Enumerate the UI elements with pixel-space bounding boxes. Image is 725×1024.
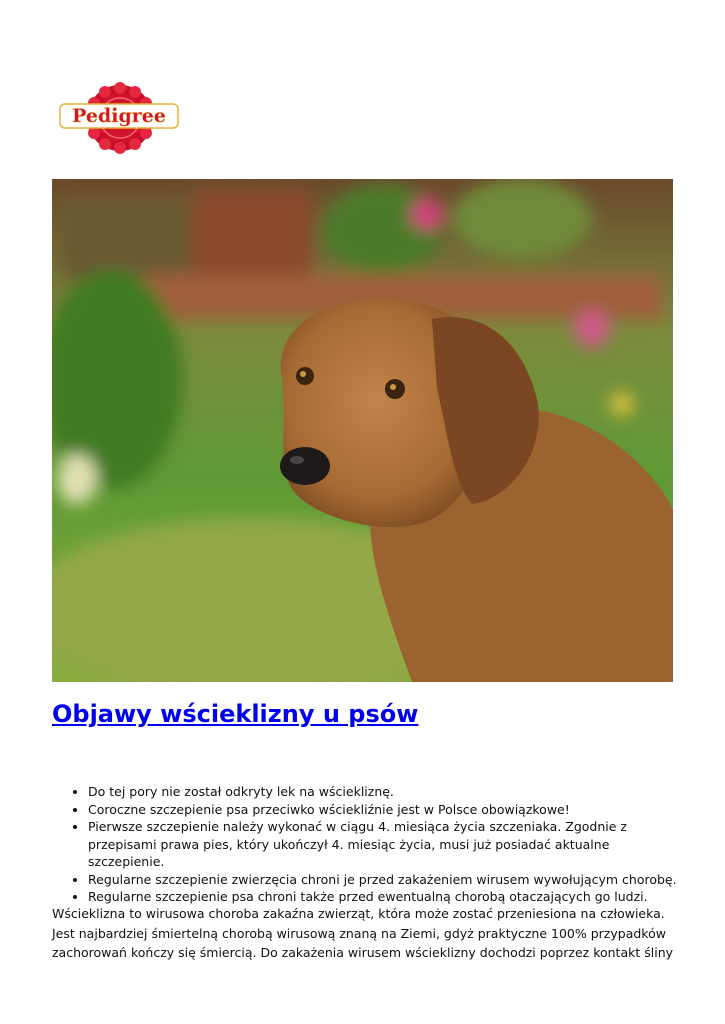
list-item: • Regularne szczepienie zwierzęcia chroni je przed zakażeniem wirusem wywołującym chorobę. — [88, 871, 682, 889]
dog-photo — [52, 179, 673, 682]
body-paragraph: Wścieklizna to wirusowa choroba zakaźna zwierząt, która może zostać przeniesiona na człowieka. Jest najbardziej śmiertelną chorobą wirusową znaną na Ziemi, gdyż praktyczne 100% przypadków zachorowań kończy się śmiercią. Do zakażenia wirusem wścieklizny dochodzi poprzez kontakt śliny — [52, 906, 674, 960]
facts-list — [52, 783, 682, 906]
list-item: • Regularne szczepienie psa chroni także przed ewentualną chorobą otaczających go ludzi. — [88, 888, 682, 906]
list-item: • Do tej pory nie został odkryty lek na wściekliznę. — [88, 783, 682, 801]
list-item: • Coroczne szczepienie psa przeciwko wściekliźnie jest w Polsce obowiązkowe! — [88, 801, 682, 819]
list-item: • Pierwsze szczepienie należy wykonać w ciągu 4. miesiąca życia szczeniaka. Zgodnie z przepisami prawa pies, który ukończył 4. miesiąc życia, musi już posiadać aktualne szczepienie. — [88, 818, 682, 871]
dog-photo-graphic — [52, 179, 673, 682]
logo-wordmark: Pedigree — [72, 105, 166, 127]
pedigree-logo — [58, 82, 180, 154]
pedigree-logo-graphic — [58, 82, 180, 154]
article-title[interactable]: Objawy wścieklizny u psów — [52, 700, 419, 728]
